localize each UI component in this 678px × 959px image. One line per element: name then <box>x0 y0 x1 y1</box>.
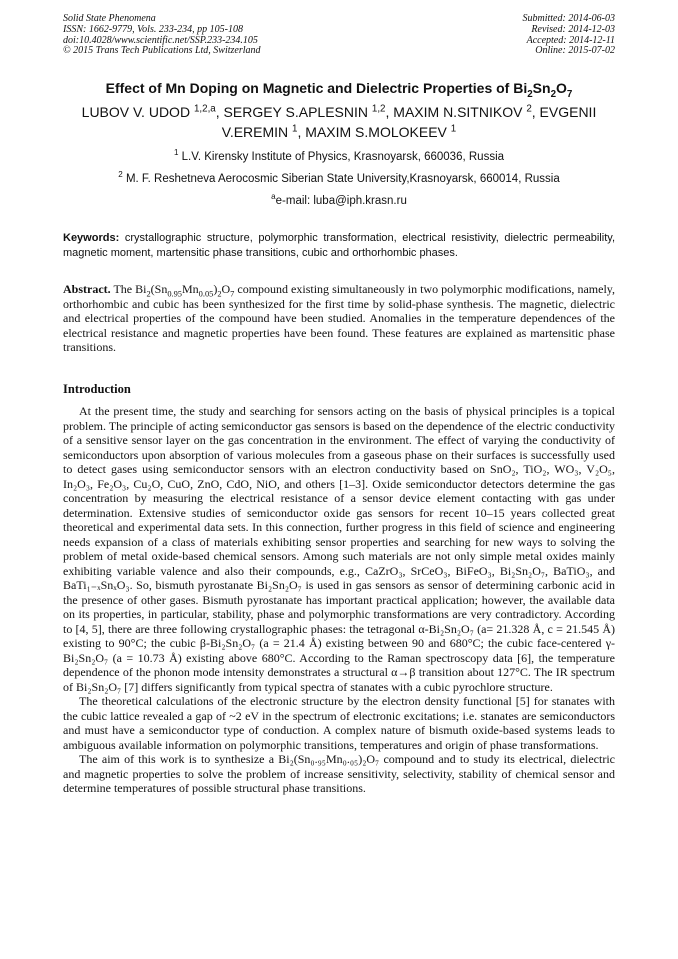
affiliation-1: $^1$ L.V. Kirensky Institute of Physics, Krasnoyarsk, 660036, Russia <box>173 148 505 163</box>
affiliation-2: $^2$ M. F. Reshetneva Aerocosmic Siberian State University,Krasnoyarsk, 660014, Russia <box>118 170 560 185</box>
accepted-date: Accepted: 2014-12-11 <box>526 34 615 46</box>
abstract-label: Abstract. <box>63 282 111 296</box>
journal-doi: doi:10.4028/www.scientific.net/SSP.233-234.105 <box>63 34 258 46</box>
revised-date: Revised: 2014-12-03 <box>531 23 615 35</box>
abstract: Abstract. The $Bi_2(Sn_{0.95}Mn_{0.05})_2O_7$ compound existing simultaneously in two polymorphic modifications, namely, orthorhombic and cubic has been synthesized for the first time by solid-phase synthesis. The magnetic, dielectric and electrical properties of the compound have been studied. Anomalies in the temperature dependences of the electrical resistance and magnetic properties have been found. These features are explained as martensitic phase transitions. <box>63 282 615 354</box>
journal-name: Solid State Phenomena <box>63 13 156 24</box>
paper-title: Effect of Mn Doping on Magnetic and Dielectric Properties of $Bi_2Sn_2O_7$ <box>105 80 573 100</box>
paragraph: At the present time, the study and searching for sensors acting on the basis of physical principles is a topical problem. The principle of acting semiconductor gas sensors is based on the dependence of the electric conductivity of a sensitive sensor layer on the gas concentration in the environment. The effect of varying the conductivity of semiconductors upon absorption of various molecules from a gaseous phase on their surfaces is successfully used to detect gases using semiconductor sensors with an electron conductivity based on SnO₂, TiO₂, WO₃, V₂O₅, In₂O₃, Fe₂O₃, Cu₂O, CuO, ZnO, CdO, NiO, and others [1–3]. Oxide semiconductor detectors determine the gas concentration by measuring the electrical resistance of a sensor device element contacting with gas under determination. Extensive studies of semiconductor oxide gas sensors for recent 10–15 years collected great theoretical and experimental data sets. In this connection, further progress in this field of science and engineering needs expansion of a class of materials exhibiting sensor properties and searching for new ways to solving the problem of metal oxide-based chemical sensors. Among such materials are not only simple metal oxides mainly exhibiting variable valence and also their compounds, e.g., CaZrO₃, SrCeO₃, BiFeO₃, Bi₂Sn₂O₇, BaTiO₃, and BaTi₁₋ₓSnₓO₃. So, bismuth pyrostanate Bi₂Sn₂O₇ is used in gas sensors as sensor of determining carbonic acid in the presence of other gases. Bismuth pyrostanate has important practical application; however, the available data on its properties, in particular, stability, phase and polymorphic transformations are very contradictory. According to [4, 5], there are three following crystallographic phases: the tetragonal α-Bi₂Sn₂O₇ (a= 21.328 Å, c = 21.545 Å) existing to 90°C; the cubic β-Bi₂Sn₂O₇ (a = 21.4 Å) existing between 90 and 680°C; the cubic face-centered γ-Bi₂Sn₂O₇ (a = 10.73 Å) existing above 680°C. According to the Raman spectroscopy data [6], the temperature dependence of the phonon mode intensity demonstrates a structural α→β transition about 127°C. The IR spectrum of Bi₂Sn₂O₇ [7] differs significantly from typical spectra of stanates with a cubic pyrochlore structure. <box>63 404 615 694</box>
keywords: Keywords: crystallographic structure, polymorphic transformation, electrical resistivity, dielectric permeability, magnetic moment, martensitic phase transitions, cubic and orthorhombic phases. <box>63 232 615 259</box>
author-list: LUBOV V. UDOD $^{1,2,a}$, SERGEY S.APLESNIN $^{1,2}$, MAXIM N.SITNIKOV $^2$, EVGENII V.EREMIN $^1$, MAXIM S.MOLOKEEV $^1$ <box>81 103 597 140</box>
section-heading-introduction: Introduction <box>63 382 131 396</box>
introduction-body <box>63 404 615 796</box>
contact-email: $^a$e-mail: luba@iph.krasn.ru <box>271 192 407 207</box>
journal-issn: ISSN: 1662-9779, Vols. 233-234, pp 105-108 <box>63 23 243 35</box>
online-date: Online: 2015-07-02 <box>535 45 615 57</box>
paragraph: The theoretical calculations of the electronic structure by the electron density functional [5] for stanates with the cubic lattice revealed a gap of ~2 eV in the spectrum of electronic excitations; i.e. stanates are semiconductors and must have a semiconductor type of conduction. A complex nature of bismuth oxide-based systems leads to ambiguous available information on polymorphic transitions, temperatures and origin of phase transformations. <box>63 694 615 752</box>
journal-header-left <box>63 14 261 57</box>
keywords-label: Keywords: <box>63 232 120 244</box>
submitted-date: Submitted: 2014-06-03 <box>522 13 615 24</box>
journal-header-right <box>523 14 616 57</box>
paragraph: The aim of this work is to synthesize a Bi₂(Sn₀.₉₅Mn₀.₀₅)₂O₇ compound and to study its electrical, dielectric and magnetic properties to solve the problem of increase sensitivity, selectivity, stability of chemical sensor and determine temperatures of possible structural phase transitions. <box>63 752 615 795</box>
journal-copyright: © 2015 Trans Tech Publications Ltd, Switzerland <box>63 45 261 57</box>
